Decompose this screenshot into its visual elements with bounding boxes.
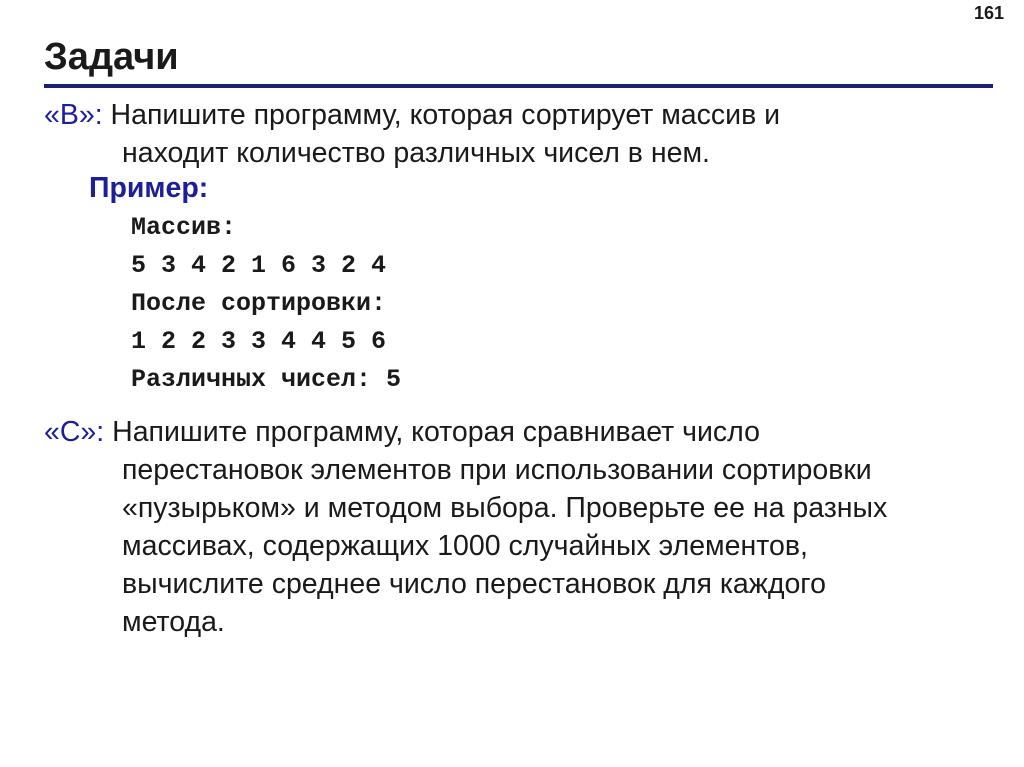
task-c-line-3: «пузырьком» и методом выбора. Проверьте ее на разных bbox=[122, 492, 888, 524]
example-line-sorted-values: 1 2 2 3 3 4 4 5 6 bbox=[131, 327, 387, 356]
task-b-line-2: находит количество различных чисел в нем. bbox=[122, 137, 710, 169]
example-line-array-label: Массив: bbox=[131, 213, 237, 242]
example-code-block bbox=[131, 209, 401, 399]
slide-title: Задачи bbox=[44, 36, 179, 78]
task-c-line-4: массивах, содержащих 1000 случайных элементов, bbox=[122, 530, 808, 562]
page-number: 161 bbox=[973, 3, 1004, 23]
task-c-text-1: Напишите программу, которая сравнивает число bbox=[104, 416, 760, 448]
task-c-line-6: метода. bbox=[122, 606, 225, 638]
title-underline bbox=[44, 84, 993, 88]
task-c-line-5: вычислите среднее число перестановок для каждого bbox=[122, 568, 826, 600]
example-line-array-values: 5 3 4 2 1 6 3 2 4 bbox=[131, 251, 387, 280]
task-c bbox=[44, 413, 984, 641]
example-line-sorted-label: После сортировки: bbox=[131, 289, 387, 318]
task-b bbox=[44, 96, 984, 172]
task-b-label: «B»: bbox=[44, 99, 103, 131]
task-c-line-2: перестановок элементов при использовании сортировки bbox=[122, 454, 872, 486]
task-b-text-1: Напишите программу, которая сортирует массив и bbox=[102, 99, 781, 131]
example-label: Пример: bbox=[89, 172, 209, 204]
example-line-distinct-count: Различных чисел: 5 bbox=[131, 365, 402, 394]
task-c-line-1 bbox=[44, 413, 984, 451]
task-b-line-1 bbox=[44, 96, 984, 134]
task-c-label: «C»: bbox=[44, 416, 105, 448]
